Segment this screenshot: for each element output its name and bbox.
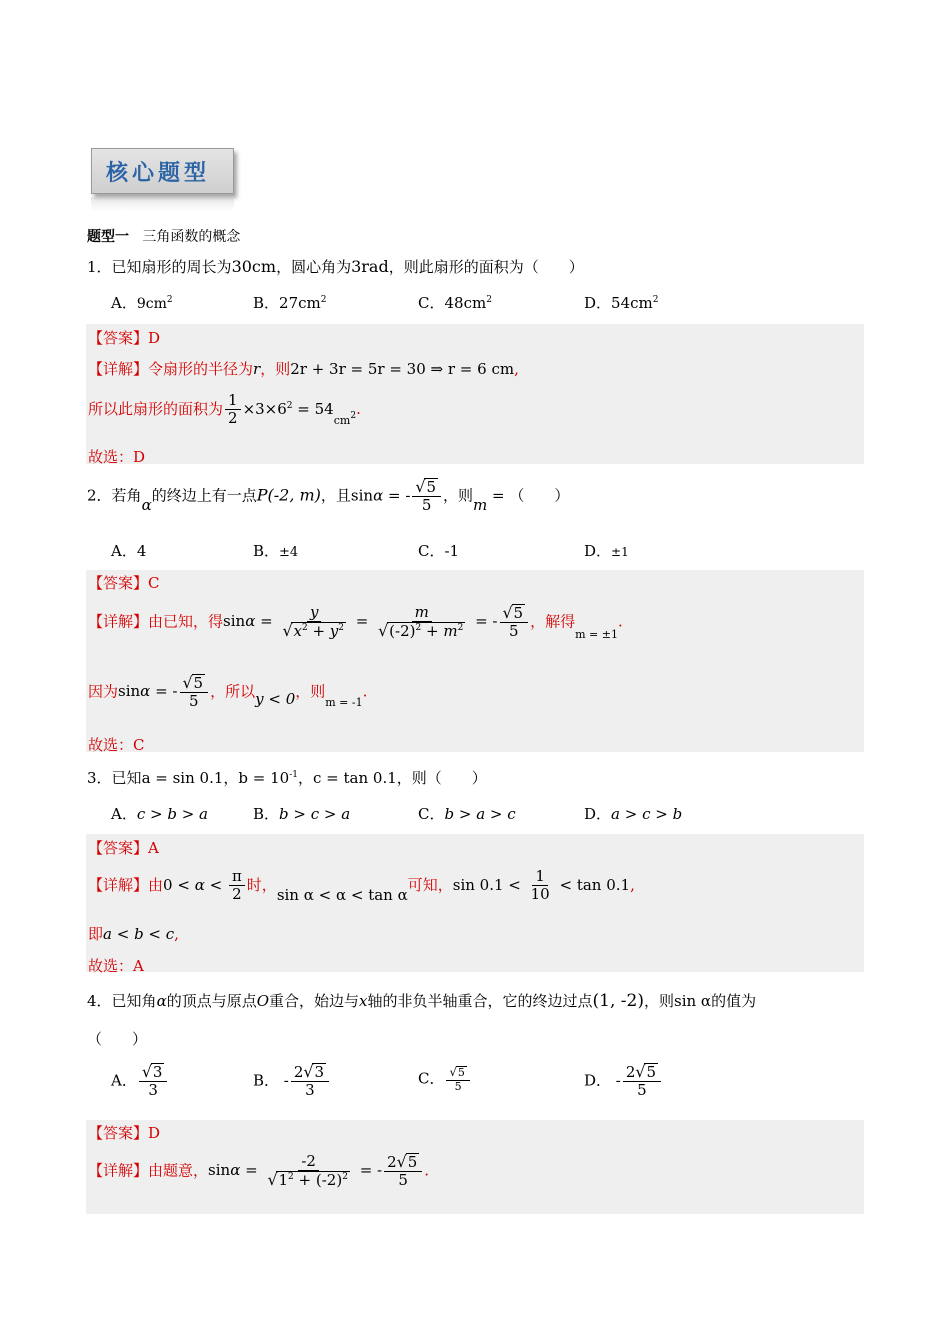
q1-option-c: C．$48cm^2$	[418, 294, 492, 312]
q1-choose: 故选：D	[88, 448, 146, 466]
q3-stem: 3．已知a = sin 0.1，$b = 10^{-1}$，c = tan 0.1，则（ ）	[87, 769, 487, 787]
q3-choose: 故选：A	[88, 957, 144, 975]
q1-option-b: B．$27cm^2$	[253, 294, 327, 312]
q4-answer: 【答案】D	[88, 1124, 161, 1142]
section-heading	[87, 226, 240, 246]
q3-option-c: C．b > a > c	[418, 805, 516, 823]
section-label: 题型一	[87, 229, 129, 245]
q3-option-a: A．c > b > a	[111, 805, 208, 823]
q1-stem: 1．已知扇形的周长为30cm，圆心角为3rad，则此扇形的面积为（ ）	[87, 257, 584, 276]
q4-option-a: A． $\frac{√3}{3}$	[111, 1063, 169, 1100]
q3-detail-line2: 即a < b < c,	[88, 925, 179, 943]
q2-detail-line2: 因为sinα = - $\frac{√5}{5}$ ，所以y < 0，则$_{m = -1}$.	[88, 673, 368, 711]
badge-text: 核心题型	[106, 159, 211, 186]
q2-detail-line1: 【详解】由已知，得sinα = $\frac{y}{√x^2 + y^2}$ = $\frac{m}{√(-2)^2 + m^2}$ = - $\frac{√5}{5}$ ，解得$_{m = \pm 1}$.	[88, 603, 623, 642]
badge-reflection	[91, 197, 234, 211]
q3-detail-line1: 【详解】由0 < α < $\frac{\pi}{2}$ 时，sin α < α < tan α可知，sin 0.1 < $\frac{1}{10}$ < tan 0.1,	[88, 867, 635, 904]
q4-option-c: C． $\frac{√5}{5}$	[418, 1066, 472, 1093]
q4-option-b: B． - $\frac{2√3}{3}$	[253, 1063, 331, 1100]
q4-option-d: D． - $\frac{2√5}{5}$	[584, 1063, 663, 1100]
q2-choose: 故选：C	[88, 736, 145, 754]
section-title: 三角函数的概念	[142, 229, 241, 245]
q2-option-b: B．±4	[253, 542, 299, 560]
q2-option-a: A．4	[111, 542, 147, 560]
q3-option-b: B．b > c > a	[253, 805, 351, 823]
q1-detail-line1: 【详解】令扇形的半径为r，则2r + 3r = 5r = 30 ⇒ r = 6 cm,	[88, 360, 519, 378]
q2-option-c: C．-1	[418, 542, 460, 560]
q2-option-d: D．±1	[584, 542, 629, 560]
q4-detail-line1: 【详解】由题意，sinα = $\frac{-2}{√1^2 + (-2)^2}$ = - $\frac{2√5}{5}$ .	[88, 1152, 430, 1190]
section-badge	[91, 148, 234, 194]
q2-stem: 2．若角α的终边上有一点P(-2, m)，且sinα = - $\frac{√5}{5}$ ，则m = （ ）	[87, 477, 570, 515]
q1-detail-line2: 所以此扇形的面积为 $\frac{1}{2}$ $\times 3\times 6^2 = 54cm^2$.	[88, 391, 361, 428]
q3-answer: 【答案】A	[88, 839, 159, 857]
q2-answer-box	[86, 570, 864, 752]
q4-stem: 4．已知角α的顶点与原点O重合，始边与x轴的非负半轴重合，它的终边过点(1, -2)，则sin α的值为	[87, 991, 757, 1011]
q1-option-a: A．$9cm^2$	[111, 294, 173, 312]
q4-paren: （ ）	[87, 1030, 148, 1048]
q3-option-d: D．a > c > b	[584, 805, 683, 823]
q1-option-d: D．$54cm^2$	[584, 294, 659, 312]
q1-answer: 【答案】D	[88, 329, 161, 347]
q2-answer: 【答案】C	[88, 574, 160, 592]
